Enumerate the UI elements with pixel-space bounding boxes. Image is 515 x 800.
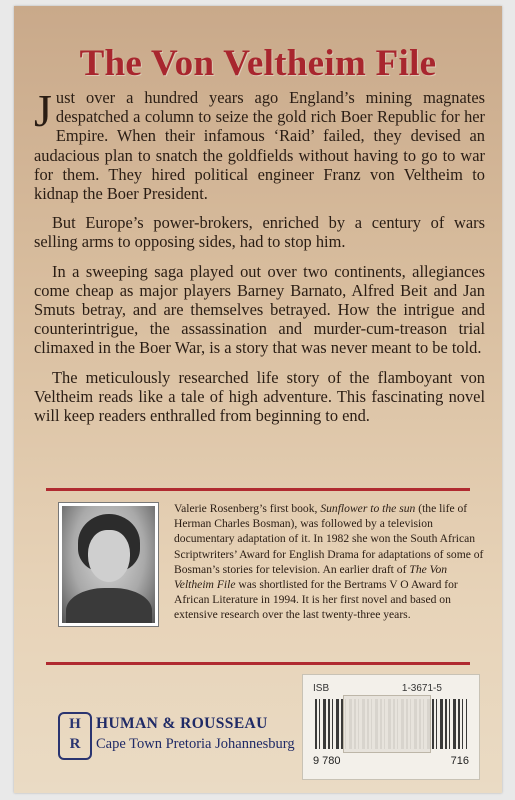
blurb-p1-text: ust over a hundred years ago England’s mining magnates despatched a column to seize the gold rich Boer Republic for her Empire. When their infamous ‘Raid’ failed, they devised an audacious plan to snatch the goldfields without having to go to war for them. They hired political engineer Franz von Veltheim to kidnap the Boer President.: [34, 88, 485, 204]
publisher-name: HUMAN & ROUSSEAU: [96, 715, 268, 732]
ean-right: 716: [450, 755, 469, 767]
blurb-paragraph-1: [34, 85, 485, 204]
bio-novel-title: The Von Veltheim File: [174, 562, 448, 592]
bio-text-3: was shortlisted for the Bertrams V O Award for African Literature in 1994. It is her first novel and based on extensive research over the last twenty-three years.: [174, 578, 458, 622]
bio-text-1: first book,: [266, 502, 321, 515]
barcode-label: [302, 674, 480, 780]
book-title: The Von Veltheim File: [79, 43, 437, 84]
blurb-paragraph-4: The meticulously researched life story of the flamboyant von Veltheim reads like a tale of high adventure. This fascinating novel will keep readers enthralled from beginning to end.: [34, 367, 485, 426]
blurb-paragraph-3: In a sweeping saga played out over two continents, allegiances come cheap as major players Barney Barnato, Alfred Beit and Jan Smuts betray, and are themselves betrayed. How the intrigue and counterintrigue, the assassination and murder-cum-treason trial climaxed in the Boer War, is a story that was never meant to be told.: [34, 261, 485, 358]
isbn-number: 1-3671-5: [401, 683, 442, 694]
publisher-cities: Cape Town Pretoria Johannesburg: [96, 736, 295, 752]
bio-text-2: (the life of Herman Charles Bosman), was followed by a television documentary adaptation of it. In 1982 she won the South African Scriptwriters’ Award for English Drama for adaptations of some of Bosman’s stories for television. An earlier draft of: [174, 502, 484, 576]
divider-bottom: [46, 662, 470, 665]
ean-digits: [313, 755, 469, 767]
publisher-logo: [58, 712, 92, 760]
isbn-prefix: ISB: [313, 683, 330, 694]
isbn-text: [313, 683, 442, 694]
blurb-text: [34, 85, 485, 435]
logo-letter-top: H: [69, 716, 81, 732]
author-bio: [174, 501, 484, 623]
photo-shoulders: [66, 588, 152, 626]
photo-face: [88, 530, 130, 582]
drop-cap: J: [34, 85, 52, 136]
author-photo: [59, 503, 158, 626]
barcode-sticker: [343, 695, 431, 753]
bio-first-book: Sunflower to the sun: [320, 502, 416, 515]
bio-author: Valerie Rosenberg’s: [174, 502, 267, 515]
back-cover: [14, 6, 502, 793]
blurb-paragraph-2: But Europe’s power-brokers, enriched by a century of wars selling arms to opposing sides, had to stop him.: [34, 213, 485, 252]
divider-top: [46, 488, 470, 491]
ean-left: 9 780: [313, 755, 341, 767]
logo-letter-bottom: R: [69, 736, 81, 752]
